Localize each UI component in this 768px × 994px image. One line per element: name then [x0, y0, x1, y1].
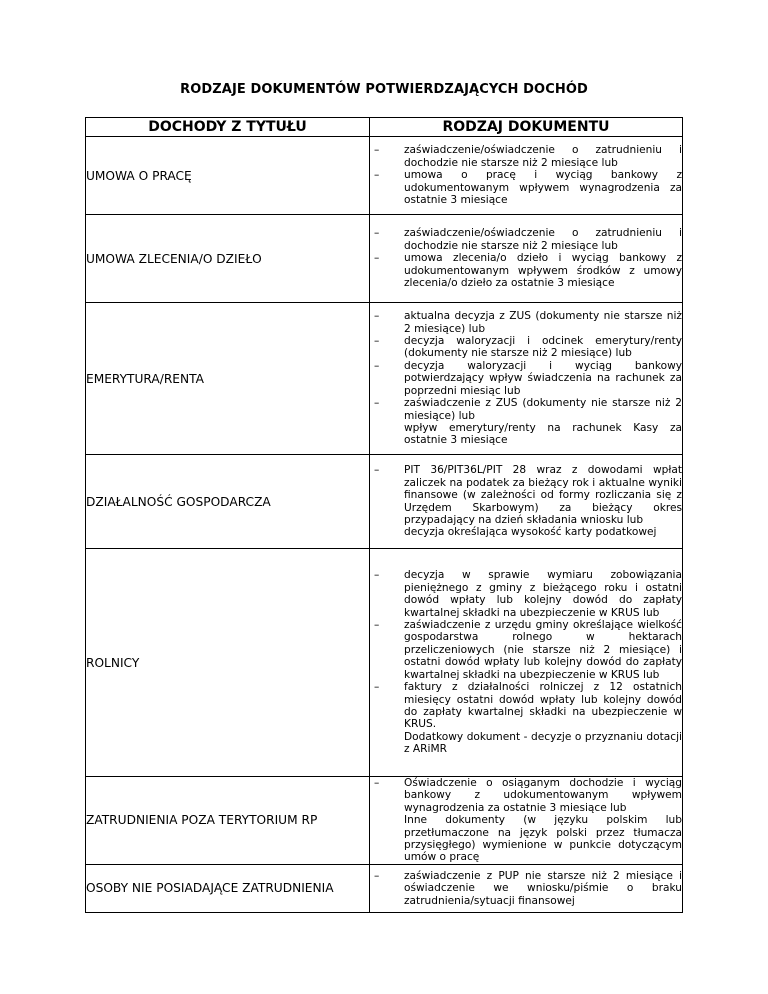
table-header-row [86, 118, 683, 137]
list-item-text: Dodatkowy dokument - decyzje o przyznaniu dotacji z ARiMR [404, 730, 682, 756]
income-source-cell: ROLNICY [86, 549, 370, 777]
list-item-text: decyzja w sprawie wymiaru zobowiązania pieniężnego z gminy z bieżącego roku i ostatni dowód wpłaty lub kolejny dowód do zapłaty kwartalnej składki na ubezpieczenie w KRUS lub [404, 569, 682, 619]
list-item [370, 397, 682, 422]
dash-bullet-icon: – [374, 335, 380, 348]
list-item [370, 731, 682, 756]
income-source-cell: UMOWA O PRACĘ [86, 137, 370, 215]
dash-bullet-icon: – [374, 464, 380, 477]
list-item-text: umowa o pracę i wyciąg bankowy z udokumentowanym wpływem wynagrodzenia za ostatnie 3 miesiące [404, 169, 682, 207]
list-item [370, 464, 682, 526]
document-list [370, 870, 682, 907]
list-item [370, 335, 682, 360]
list-item-text: zaświadczenie z PUP nie starsze niż 2 miesiące i oświadczenie we wniosku/piśmie o braku zatrudnienia/sytuacji finansowej [404, 869, 682, 907]
document-type-cell [370, 549, 683, 777]
list-item [370, 227, 682, 252]
list-item-text: decyzja określająca wysokość karty podatkowej [404, 526, 657, 539]
list-item-text: zaświadczenie/oświadczenie o zatrudnieniu i dochodzie nie starsze niż 2 miesiące lub [404, 144, 682, 169]
list-item [370, 870, 682, 907]
income-source-cell: OSOBY NIE POSIADAJĄCE ZATRUDNIENIA [86, 864, 370, 912]
list-item-text: wpływ emerytury/renty na rachunek Kasy za ostatnie 3 miesiące [404, 421, 682, 447]
list-item [370, 619, 682, 681]
income-source-cell: ZATRUDNIENIA POZA TERYTORIUM RP [86, 777, 370, 865]
dash-bullet-icon: – [374, 619, 380, 632]
list-item [370, 422, 682, 447]
document-title: RODZAJE DOKUMENTÓW POTWIERDZAJĄCYCH DOCHÓD [180, 82, 588, 97]
table-row [86, 215, 683, 303]
table-row [86, 455, 683, 549]
dash-bullet-icon: – [374, 169, 380, 182]
document-list [370, 464, 682, 538]
dash-bullet-icon: – [374, 310, 380, 323]
dash-bullet-icon: – [374, 144, 380, 157]
dash-bullet-icon: – [374, 681, 380, 694]
documents-table [85, 117, 683, 913]
table-row [86, 549, 683, 777]
list-item-text: Inne dokumenty (w języku polskim lub przetłumaczone na język polski przez tłumacza przysięgłego) wymienione w punkcie dotyczącym umów o pracę [404, 814, 682, 864]
document-list [370, 144, 682, 206]
document-type-cell [370, 303, 683, 455]
table-row [86, 303, 683, 455]
dash-bullet-icon: – [374, 227, 380, 240]
table-body [86, 137, 683, 913]
dash-bullet-icon: – [374, 569, 380, 582]
column-header-document-type: RODZAJ DOKUMENTU [370, 118, 683, 137]
income-source-cell: EMERYTURA/RENTA [86, 303, 370, 455]
list-item [370, 569, 682, 619]
list-item-text: decyzja waloryzacji i wyciąg bankowy potwierdzający wpływ świadczenia na rachunek za poprzedni miesiąc lub [404, 359, 682, 397]
document-type-cell [370, 777, 683, 865]
table-row [86, 137, 683, 215]
dash-bullet-icon: – [374, 359, 380, 372]
income-source-cell: DZIAŁALNOŚĆ GOSPODARCZA [86, 455, 370, 549]
list-item [370, 144, 682, 169]
list-item [370, 814, 682, 864]
list-item-text: Oświadczenie o osiąganym dochodzie i wyciąg bankowy z udokumentowanym wpływem wynagrodzenia za ostatnie 3 miesiące lub [404, 777, 682, 814]
list-item [370, 169, 682, 206]
list-item [370, 777, 682, 814]
document-type-cell [370, 455, 683, 549]
dash-bullet-icon: – [374, 869, 380, 882]
list-item-text: faktury z działalności rolniczej z 12 ostatnich miesięcy ostatni dowód wpłaty lub kolejny dowód do zapłaty kwartalnej składki na ubezpieczenie w KRUS. [404, 681, 682, 731]
list-item [370, 252, 682, 289]
list-item [370, 526, 682, 538]
document-type-cell [370, 864, 683, 912]
table-row [86, 864, 683, 912]
dash-bullet-icon: – [374, 252, 380, 265]
list-item [370, 360, 682, 397]
document-list [370, 777, 682, 864]
income-source-cell: UMOWA ZLECENIA/O DZIEŁO [86, 215, 370, 303]
list-item-text: decyzja waloryzacji i odcinek emerytury/renty (dokumenty nie starsze niż 2 miesiące) lub [404, 335, 682, 360]
list-item-text: PIT 36/PIT36L/PIT 28 wraz z dowodami wpłat zaliczek na podatek za bieżący rok i aktualne wyniki finansowe (w zależności od formy rozliczania się z Urzędem Skarbowym) za bieżący okres przypadający na dzień składania wniosku lub [404, 464, 682, 526]
document-type-cell [370, 215, 683, 303]
document-list [370, 227, 682, 289]
list-item-text: zaświadczenie z urzędu gminy określające wielkość gospodarstwa rolnego w hektarach przeliczeniowych (nie starsze niż 2 miesiące) i ostatni dowód wpłaty lub kolejny dowód do zapłaty kwartalnej składki na ubezpieczenie w KRUS lub [404, 619, 682, 681]
dash-bullet-icon: – [374, 397, 380, 410]
list-item-text: aktualna decyzja z ZUS (dokumenty nie starsze niż 2 miesiące) lub [404, 310, 682, 335]
list-item [370, 310, 682, 335]
list-item-text: umowa zlecenia/o dzieło i wyciąg bankowy z udokumentowanym wpływem środków z umowy zlecenia/o dzieło za ostatnie 3 miesiące [404, 252, 682, 290]
list-item [370, 681, 682, 731]
list-item-text: zaświadczenie/oświadczenie o zatrudnieniu i dochodzie nie starsze niż 2 miesiące lub [404, 227, 682, 252]
column-header-income-source: DOCHODY Z TYTUŁU [86, 118, 370, 137]
table-row [86, 777, 683, 865]
document-list [370, 569, 682, 755]
dash-bullet-icon: – [374, 777, 380, 789]
document-list [370, 310, 682, 446]
document-type-cell [370, 137, 683, 215]
list-item-text: zaświadczenie z ZUS (dokumenty nie starsze niż 2 miesiące) lub [404, 397, 682, 422]
